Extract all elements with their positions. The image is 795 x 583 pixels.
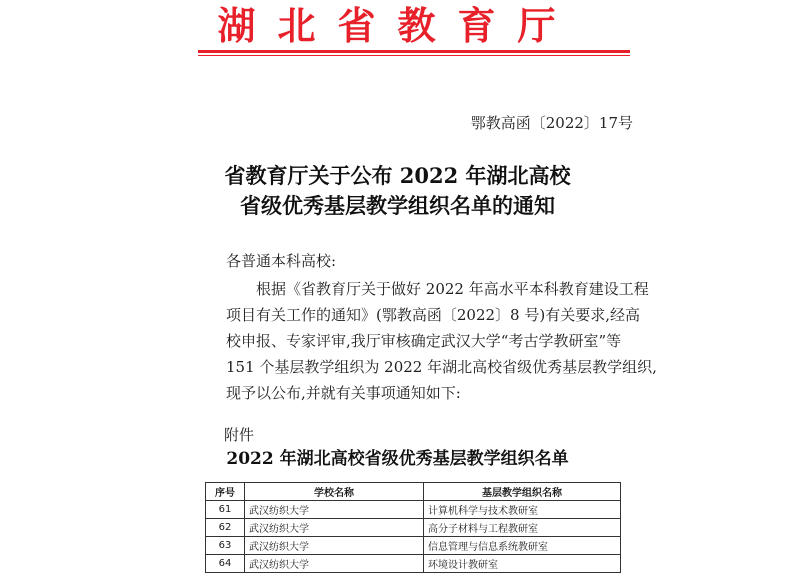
cell-school: 武汉纺织大学 (245, 519, 424, 537)
paragraph-line: 根据《省教育厅关于做好 2022 年高水平本科教育建设工程 (256, 280, 649, 298)
notice-title-line-2: 省级优秀基层教学组织名单的通知 (240, 193, 555, 218)
header-red-rule (198, 50, 630, 53)
notice-title-line-1: 省教育厅关于公布 2022 年湖北高校 (224, 163, 571, 188)
table-header-row (206, 483, 621, 501)
attachment-list-title: 2022 年湖北高校省级优秀基层教学组织名单 (226, 449, 569, 469)
document-number: 鄂教高函〔2022〕17号 (470, 114, 633, 132)
paragraph-line: 校申报、专家评审,我厅审核确定武汉大学“考古学教研室”等 (226, 332, 622, 350)
cell-seq: 61 (206, 501, 245, 519)
table-row (206, 555, 621, 573)
cell-seq: 63 (206, 537, 245, 555)
table-row (206, 537, 621, 555)
cell-seq: 62 (206, 519, 245, 537)
paragraph-line: 现予以公布,并就有关事项通知如下: (226, 384, 461, 402)
cell-school: 武汉纺织大学 (245, 501, 424, 519)
attachment-label: 附件 (224, 426, 255, 444)
cell-organization: 信息管理与信息系统教研室 (424, 537, 621, 555)
cell-organization: 计算机科学与技术教研室 (424, 501, 621, 519)
column-header-school: 学校名称 (245, 483, 424, 501)
cell-school: 武汉纺织大学 (245, 555, 424, 573)
notice-body-paragraph (226, 276, 656, 406)
agency-header-title: 湖北省教育厅 (217, 3, 578, 48)
paragraph-line: 项目有关工作的通知》(鄂教高函〔2022〕8 号)有关要求,经高 (226, 306, 640, 324)
cell-organization: 环境设计教研室 (424, 555, 621, 573)
organization-list-table (205, 482, 621, 573)
table-row (206, 519, 621, 537)
column-header-organization: 基层教学组织名称 (424, 483, 621, 501)
cell-organization: 高分子材料与工程教研室 (424, 519, 621, 537)
paragraph-line: 151 个基层教学组织为 2022 年湖北高校省级优秀基层教学组织, (226, 358, 657, 376)
salutation: 各普通本科高校: (226, 252, 337, 270)
column-header-seq: 序号 (206, 483, 245, 501)
cell-school: 武汉纺织大学 (245, 537, 424, 555)
table-row (206, 501, 621, 519)
cell-seq: 64 (206, 555, 245, 573)
header-red-rule-thin (198, 55, 630, 56)
